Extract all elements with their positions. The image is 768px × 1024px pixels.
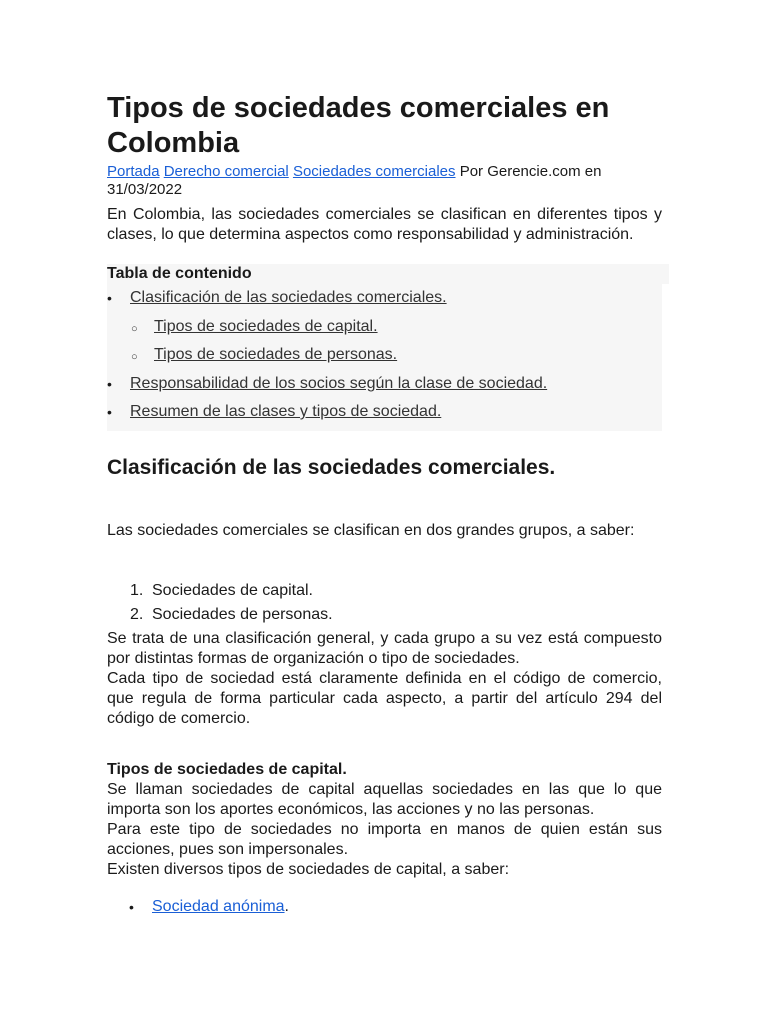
list-item: 2. Sociedades de personas. xyxy=(130,606,333,623)
paragraph: Se trata de una clasificación general, y cada grupo a su vez está compuesto por distintas formas de organización o tipo de sociedades. xyxy=(107,630,662,667)
toc-item xyxy=(107,313,662,342)
bullet-icon: • xyxy=(129,899,134,915)
circle-bullet-icon: ○ xyxy=(131,351,138,363)
toc-item xyxy=(107,341,662,370)
toc-item xyxy=(107,398,662,427)
toc-link-resumen[interactable]: Resumen de las clases y tipos de sociedad. xyxy=(130,403,442,420)
toc-link-capital[interactable]: Tipos de sociedades de capital. xyxy=(154,317,378,335)
paragraph-block-clasificacion xyxy=(107,629,662,729)
bullet-icon: • xyxy=(107,375,112,392)
section-capital xyxy=(107,760,662,880)
link-sociedad-anonima[interactable]: Sociedad anónima xyxy=(152,898,285,915)
paragraph: Existen diversos tipos de sociedades de capital, a saber: xyxy=(107,861,510,878)
toc-title: Tabla de contenido xyxy=(107,264,669,284)
list-item: 1. Sociedades de capital. xyxy=(130,582,313,599)
list-tipos-capital xyxy=(107,897,662,917)
bullet-icon: • xyxy=(107,290,112,306)
toc-item xyxy=(107,284,662,313)
breadcrumb-sociedades-comerciales[interactable]: Sociedades comerciales xyxy=(292,163,456,180)
paragraph: Se llaman sociedades de capital aquellas sociedades en las que lo que importa son los aportes económicos, las acciones y no las personas. xyxy=(107,781,662,818)
bullet-icon: • xyxy=(107,404,112,420)
breadcrumb xyxy=(107,163,662,199)
paragraph-grupos: Las sociedades comerciales se clasifican en dos grandes grupos, a saber: xyxy=(107,522,635,539)
breadcrumb-derecho-comercial[interactable]: Derecho comercial xyxy=(163,163,289,180)
byline: Por Gerencie.com en 31/03/2022 xyxy=(107,163,602,198)
circle-bullet-icon: ○ xyxy=(131,322,138,335)
toc-item xyxy=(107,370,662,399)
table-of-contents xyxy=(107,264,662,431)
breadcrumb-portada[interactable]: Portada xyxy=(107,163,160,180)
section-heading-clasificacion: Clasificación de las sociedades comerciales. xyxy=(107,456,556,479)
list-item: • Sociedad anónima. xyxy=(129,898,289,915)
intro-paragraph: En Colombia, las sociedades comerciales se clasifican en diferentes tipos y clases, lo que determina aspectos como responsabilidad y administración. xyxy=(107,206,662,243)
toc-list xyxy=(107,284,662,427)
section-heading-capital: Tipos de sociedades de capital. xyxy=(107,761,347,778)
ordered-list-grupos xyxy=(107,579,662,627)
toc-link-clasificacion[interactable]: Clasificación de las sociedades comerciales. xyxy=(130,289,447,306)
page-title: Tipos de sociedades comerciales en Colombia xyxy=(107,92,610,159)
toc-link-responsabilidad[interactable]: Responsabilidad de los socios según la clase de sociedad. xyxy=(130,374,548,392)
paragraph: Cada tipo de sociedad está claramente definida en el código de comercio, que regula de forma particular cada aspecto, a partir del artículo 294 del código de comercio. xyxy=(107,670,662,727)
toc-link-personas[interactable]: Tipos de sociedades de personas. xyxy=(154,346,398,363)
paragraph: Para este tipo de sociedades no importa en manos de quien están sus acciones, pues son impersonales. xyxy=(107,821,662,858)
